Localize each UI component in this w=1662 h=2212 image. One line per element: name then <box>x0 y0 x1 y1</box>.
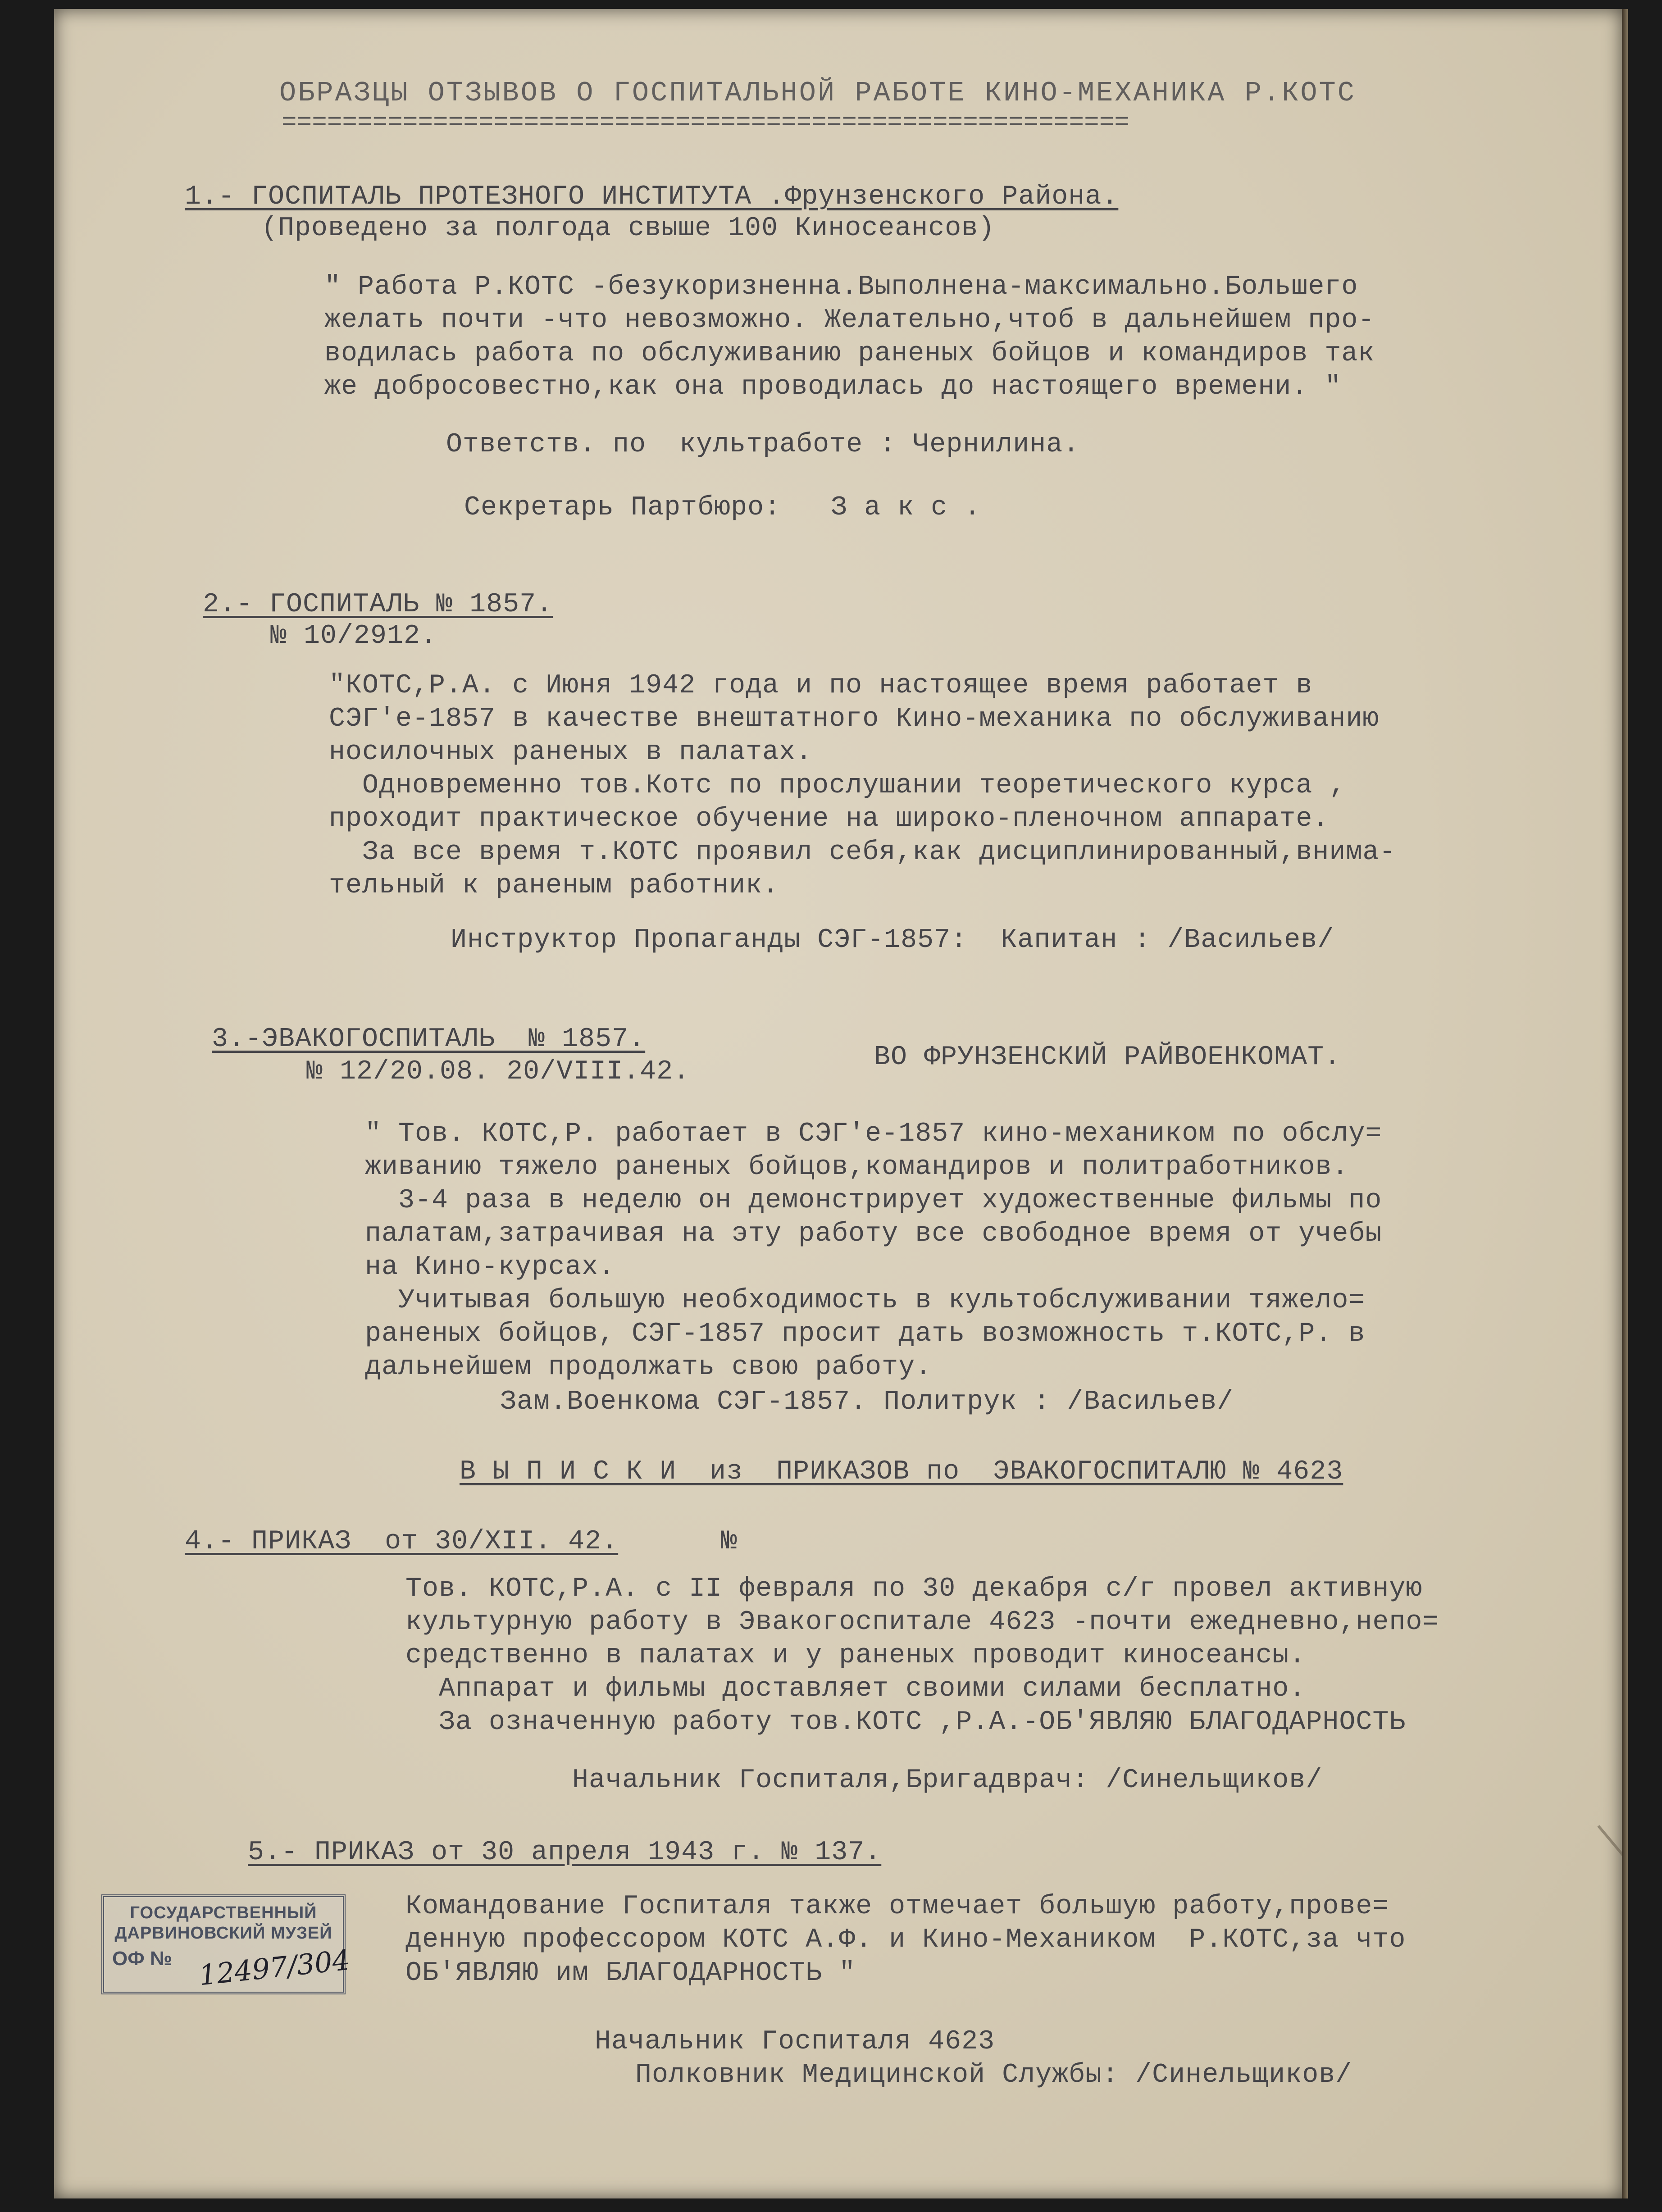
section2-signature: Инструктор Пропаганды СЭГ-1857: Капитан : /Васильев/ <box>451 925 1334 956</box>
section5-heading: 5.- ПРИКАЗ от 30 апреля 1943 г. № 137. <box>248 1837 882 1868</box>
section2-line: "КОТС,Р.А. с Июня 1942 года и по настоящее время работает в <box>329 670 1313 701</box>
document-title: ОБРАЗЦЫ ОТЗЫВОВ О ГОСПИТАЛЬНОЙ РАБОТЕ КИНО-МЕХАНИКА Р.КОТС <box>279 77 1356 109</box>
section4-line: средственно в палатах и у раненых проводит киносеансы. <box>405 1640 1306 1671</box>
pencil-mark <box>1597 1825 1622 1865</box>
section5-signature: Полковник Медицинской Службы: /Синельщиков/ <box>635 2060 1352 2090</box>
section1-line: желать почти -что невозможно. Желательно,чтоб в дальнейшем про- <box>324 305 1375 336</box>
extracts-heading: В Ы П И С К И из ПРИКАЗОВ по ЭВАКОГОСПИТАЛЮ № 4623 <box>460 1456 1343 1487</box>
section3-line: раненых бойцов, СЭГ-1857 просит дать возможность т.КОТС,Р. в <box>365 1319 1366 1349</box>
section5-line: Командование Госпиталя также отмечает большую работу,прове= <box>405 1891 1389 1922</box>
section1-subheading: (Проведено за полгода свыше 100 Киносеансов) <box>261 213 995 244</box>
section1-line: водилась работа по обслуживанию раненых бойцов и командиров так <box>324 338 1375 369</box>
section3-line: Учитывая большую необходимость в культобслуживании тяжело= <box>365 1285 1366 1316</box>
section3-number: № 12/20.08. 20/VIII.42. <box>306 1056 690 1087</box>
section2-line: носилочных раненых в палатах. <box>329 737 813 768</box>
section3-line: 3-4 раза в неделю он демонстрирует художественные фильмы по <box>365 1185 1382 1216</box>
section2-line: СЭГ'е-1857 в качестве внештатного Кино-механика по обслуживанию <box>329 704 1380 734</box>
section5-signature: Начальник Госпиталя 4623 <box>595 2026 995 2057</box>
section3-line: палатам,затрачивая на эту работу все свободное время от учебы <box>365 1219 1382 1249</box>
section4-line: За означенную работу тов.КОТС ,Р.А.-ОБ'ЯВЛЯЮ БЛАГОДАРНОСТЬ <box>405 1707 1406 1738</box>
section2-line: За все время т.КОТС проявил себя,как дисциплинированный,внима- <box>329 837 1396 868</box>
stamp-line-2: ДАРВИНОВСКИЙ МУЗЕЙ <box>114 1924 332 1943</box>
section5-line: денную профессором КОТС А.Ф. и Кино-Механиком Р.КОТС,за что <box>405 1925 1406 1955</box>
section4-line: Аппарат и фильмы доставляет своими силами бесплатно. <box>405 1674 1306 1704</box>
section1-heading: 1.- ГОСПИТАЛЬ ПРОТЕЗНОГО ИНСТИТУТА .Фрунзенского Района. <box>185 182 1119 212</box>
section4-signature: Начальник Госпиталя,Бригадврач: /Синельщиков/ <box>572 1765 1323 1796</box>
section2-line: проходит практическое обучение на широко-пленочном аппарате. <box>329 804 1330 834</box>
museum-stamp <box>101 1894 352 1994</box>
section3-line: живанию тяжело раненых бойцов,командиров и политработников. <box>365 1152 1349 1183</box>
section2-number: № 10/2912. <box>270 621 437 651</box>
section1-signature: Секретарь Партбюро: З а к с . <box>464 492 981 523</box>
section1-line: же добросовестно,как она проводилась до настоящего времени. " <box>324 372 1342 402</box>
section3-signature: Зам.Военкома СЭГ-1857. Политрук : /Васильев/ <box>500 1387 1234 1417</box>
section3-addressee: ВО ФРУНЗЕНСКИЙ РАЙВОЕНКОМАТ. <box>874 1042 1341 1073</box>
section5-line: ОБ'ЯВЛЯЮ им БЛАГОДАРНОСТЬ " <box>405 1958 856 1989</box>
section2-line: Одновременно тов.Котс по прослушании теоретического курса , <box>329 770 1346 801</box>
page-edge <box>1622 9 1628 2198</box>
section2-line: тельный к раненым работник. <box>329 870 779 901</box>
section4-heading: 4.- ПРИКАЗ от 30/XII. 42. <box>185 1526 619 1557</box>
section4-number: № <box>721 1526 738 1557</box>
section3-line: дальнейшем продолжать свою работу. <box>365 1352 932 1383</box>
section3-line: " Тов. КОТС,Р. работает в СЭГ'е-1857 кино-механиком по обслу= <box>365 1119 1382 1149</box>
document-page <box>54 9 1622 2198</box>
section3-line: на Кино-курсах. <box>365 1252 615 1283</box>
stamp-prefix: ОФ № <box>112 1948 173 1970</box>
section4-line: Тов. КОТС,Р.А. с II февраля по 30 декабря с/г провел активную <box>405 1574 1423 1604</box>
title-rule: ======================================================== <box>282 108 1129 137</box>
section2-heading: 2.- ГОСПИТАЛЬ № 1857. <box>203 589 553 620</box>
stamp-inventory-number: 12497/304 <box>197 1943 352 1992</box>
section1-signature: Ответств. по культработе : Чернилина. <box>446 429 1080 460</box>
section4-line: культурную работу в Эвакогоспитале 4623 -почти ежедневно,непо= <box>405 1607 1439 1638</box>
stamp-line-1: ГОСУДАРСТВЕННЫЙ <box>130 1903 317 1922</box>
section3-heading: 3.-ЭВАКОГОСПИТАЛЬ № 1857. <box>212 1024 646 1055</box>
section1-line: " Работа Р.КОТС -безукоризненна.Выполнена-максимально.Большего <box>324 272 1358 302</box>
